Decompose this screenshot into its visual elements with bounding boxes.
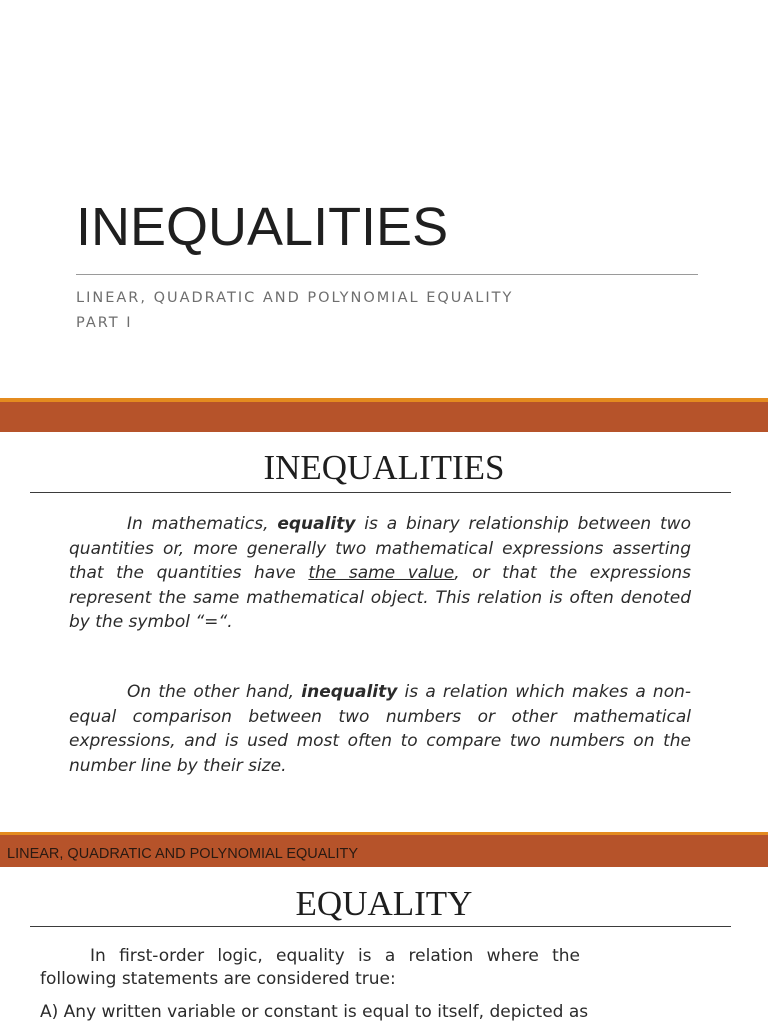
- equality-paragraph: [69, 512, 691, 635]
- term-inequality: inequality: [301, 682, 398, 702]
- intro-text: In first-order logic, equality is a relation where the following statements are considered true:: [40, 946, 580, 989]
- title-slide: [0, 0, 768, 398]
- heading-divider: [30, 492, 731, 493]
- para1-before: In mathematics,: [127, 514, 278, 534]
- subtitle-line-2: PART I: [76, 315, 133, 331]
- para1-middle: is a binary relationship between two quantities or, more generally two mathematical expressions asserting that the quantities have: [69, 514, 691, 583]
- underlined-phrase: the same value: [308, 563, 455, 583]
- term-equality: equality: [277, 514, 356, 534]
- title-divider: [76, 274, 698, 275]
- slide-subtitle: [76, 286, 513, 336]
- statement-a: A) Any written variable or constant is equal to itself, depicted as: [40, 1002, 589, 1022]
- slide-heading: INEQUALITIES: [263, 448, 505, 487]
- heading-divider: [30, 926, 731, 927]
- header-bar: [0, 402, 768, 432]
- slide-title: INEQUALITIES: [76, 197, 449, 257]
- inequality-paragraph: [69, 680, 691, 778]
- para2-before: On the other hand,: [127, 682, 302, 702]
- header-bar-label: LINEAR, QUADRATIC AND POLYNOMIAL EQUALITY: [7, 846, 359, 862]
- intro-paragraph: [40, 945, 580, 991]
- slide-heading: EQUALITY: [295, 884, 473, 923]
- para1-after: , or that the expressions represent the same mathematical object. This relation is often denoted by the symbol “=“.: [69, 563, 692, 632]
- para2-after: is a relation which makes a non-equal comparison between two numbers or other mathematical expressions, and is used most often to compare two numbers on the number line by their size.: [69, 682, 692, 776]
- header-bar: [0, 835, 768, 867]
- subtitle-line-1: LINEAR, QUADRATIC AND POLYNOMIAL EQUALITY: [76, 290, 514, 306]
- equality-slide: [0, 832, 768, 1024]
- inequalities-slide: [0, 398, 768, 832]
